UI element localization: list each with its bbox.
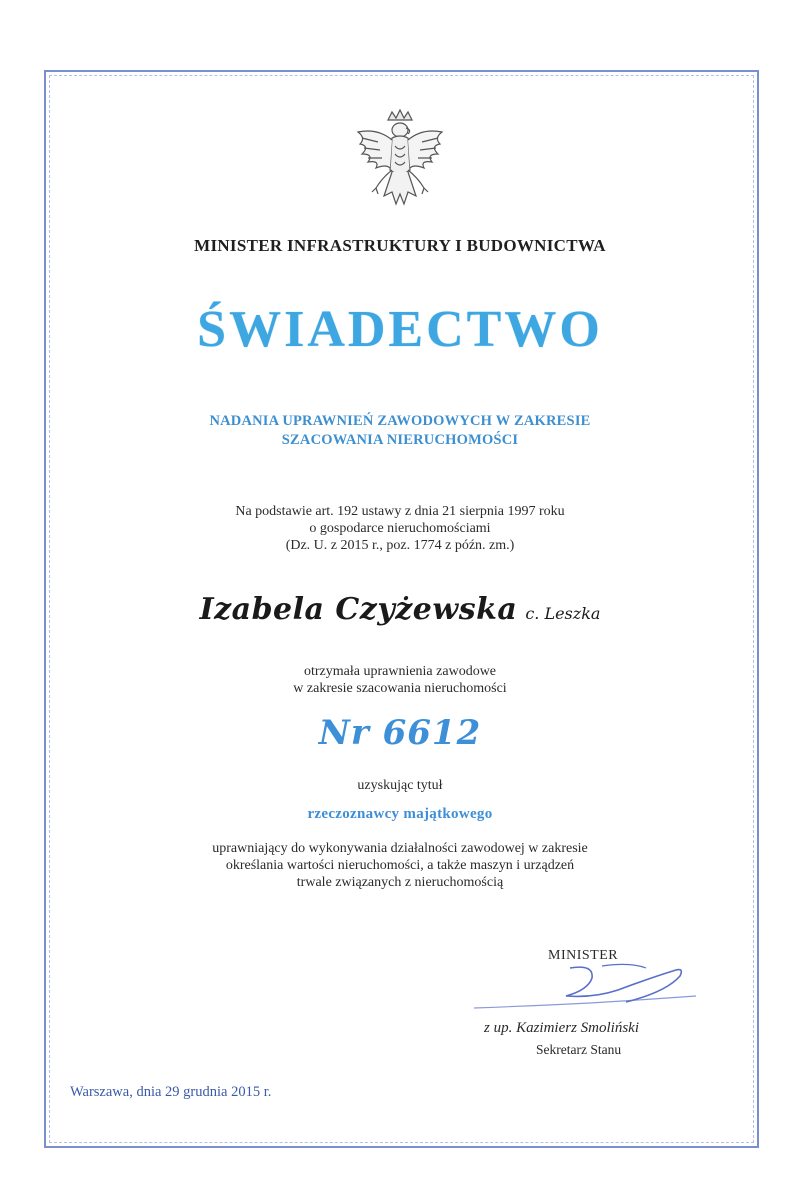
signatory-role: MINISTER [548,948,619,963]
granted-statement [0,663,800,697]
signatory-name: z up. Kazimierz Smoliński [484,1020,640,1036]
legal-basis-line-1: Na podstawie art. 192 ustawy z dnia 21 sierpnia 1997 roku [235,504,565,519]
holder-parent-name: c. Leszka [525,604,601,623]
granted-line-2: w zakresie szacowania nieruchomości [293,681,507,696]
polish-eagle-icon [348,108,452,218]
subtitle-line-2: SZACOWANIA NIERUCHOMOŚCI [281,432,519,448]
title-intro: uzyskując tytuł [357,778,443,793]
document-title: ŚWIADECTWO [197,301,603,358]
granted-line-1: otrzymała uprawnienia zawodowe [303,664,497,679]
scope-line-2: określania wartości nieruchomości, a także maszyn i urządzeń [225,858,575,873]
legal-basis-line-2: o gospodarce nieruchomościami [309,521,491,536]
legal-basis-line-3: (Dz. U. z 2015 r., poz. 1774 z późn. zm.) [285,538,515,553]
scope-statement [0,840,800,891]
place-and-date: Warszawa, dnia 29 grudnia 2015 r. [70,1084,272,1100]
subtitle-line-1: NADANIA UPRAWNIEŃ ZAWODOWYCH W ZAKRESIE [209,413,591,429]
professional-title: rzeczoznawcy majątkowego [307,806,493,822]
scope-line-3: trwale związanych z nieruchomością [296,875,504,890]
signature-block [470,948,700,1088]
handwritten-signature [470,956,700,1016]
issuing-authority: MINISTER INFRASTRUKTURY I BUDOWNICTWA [194,236,606,255]
document-subtitle [0,412,800,450]
certificate-holder [0,592,800,627]
scope-line-1: uprawniający do wykonywania działalności zawodowej w zakresie [212,841,588,856]
legal-basis [0,503,800,554]
signatory-position: Sekretarz Stanu [536,1042,622,1057]
certificate-number: Nr 6612 [318,713,482,753]
holder-name: Izabela Czyżewska [199,592,518,627]
